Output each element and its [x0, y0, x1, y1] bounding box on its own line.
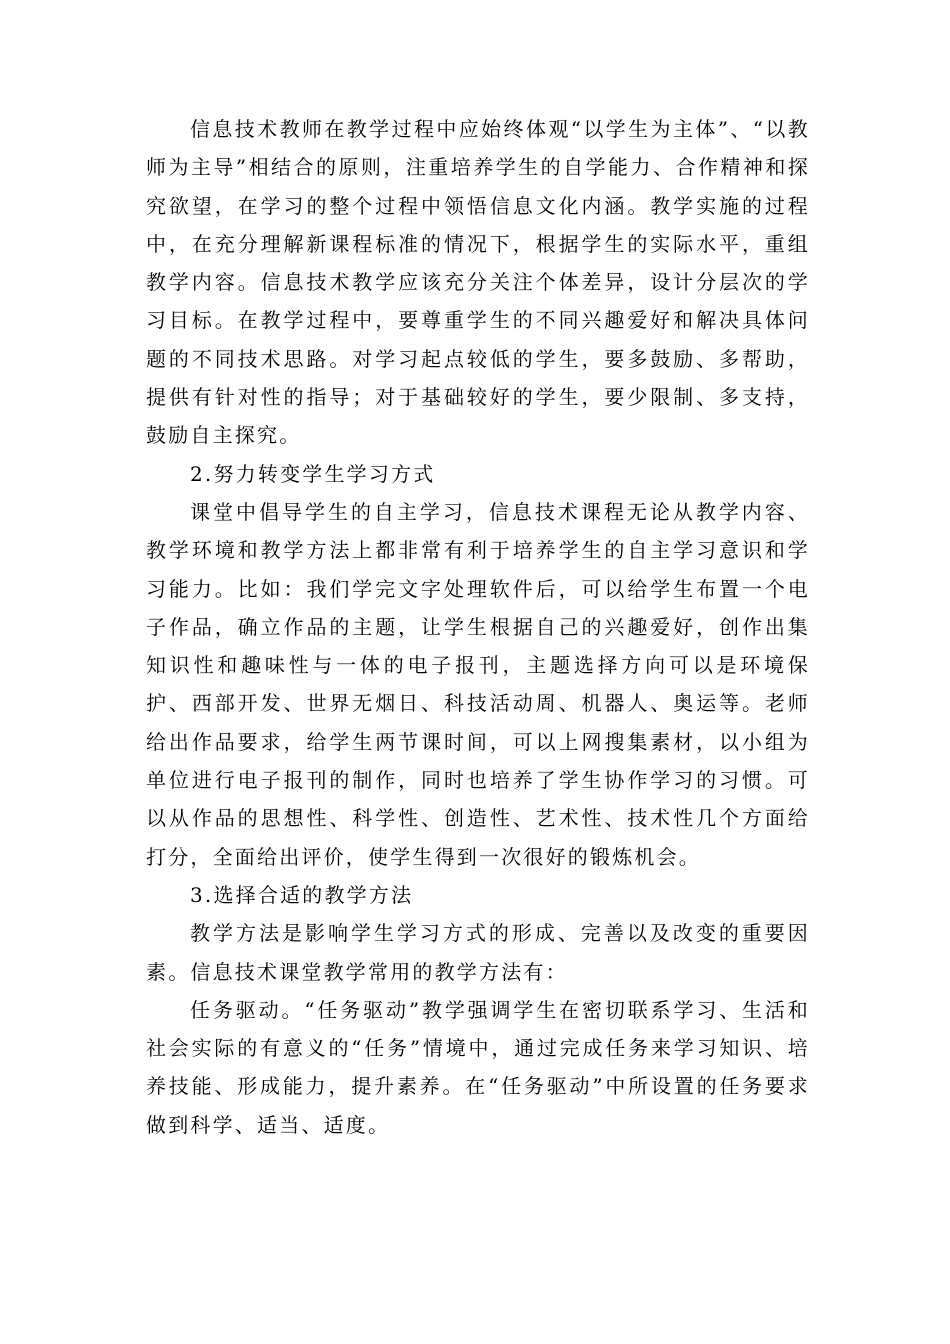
paragraph-task-driven: 任务驱动。“任务驱动”教学强调学生在密切联系学习、生活和社会实际的有意义的“任务”情境中，通过完成任务来学习知识、培养技能、形成能力，提升素养。在“任务驱动”中所设置的任务要求做到科学、适当、适度。 [146, 997, 810, 1137]
section-heading-learning-style: 2.努力转变学生学习方式 [190, 461, 436, 486]
document-page [146, 110, 810, 1144]
paragraph-teaching-methods-intro: 教学方法是影响学生学习方式的形成、完善以及改变的重要因素。信息技术课堂教学常用的教学方法有： [146, 921, 810, 984]
section-heading-teaching-methods: 3.选择合适的教学方法 [190, 882, 414, 907]
paragraph-autonomous-learning: 课堂中倡导学生的自主学习，信息技术课程无论从教学内容、教学环境和教学方法上都非常有利于培养学生的自主学习意识和学习能力。比如：我们学完文字处理软件后，可以给学生布置一个电子作品，确立作品的主题，让学生根据自己的兴趣爱好，创作出集知识性和趣味性与一体的电子报刊，主题选择方向可以是环境保护、西部开发、世界无烟日、科技活动周、机器人、奥运等。老师给出作品要求，给学生两节课时间，可以上网搜集素材，以小组为单位进行电子报刊的制作，同时也培养了学生协作学习的习惯。可以从作品的思想性、科学性、创造性、艺术性、技术性几个方面给打分，全面给出评价，使学生得到一次很好的锻炼机会。 [146, 499, 810, 869]
paragraph-teacher-principles: 信息技术教师在教学过程中应始终体观“以学生为主体”、“以教师为主导”相结合的原则，注重培养学生的自学能力、合作精神和探究欲望，在学习的整个过程中领悟信息文化内涵。教学实施的过程中，在充分理解新课程标准的情况下，根据学生的实际水平，重组教学内容。信息技术教学应该充分关注个体差异，设计分层次的学习目标。在教学过程中，要尊重学生的不同兴趣爱好和解决具体问题的不同技术思路。对学习起点较低的学生，要多鼓励、多帮助，提供有针对性的指导；对于基础较好的学生，要少限制、多支持，鼓励自主探究。 [146, 117, 810, 448]
